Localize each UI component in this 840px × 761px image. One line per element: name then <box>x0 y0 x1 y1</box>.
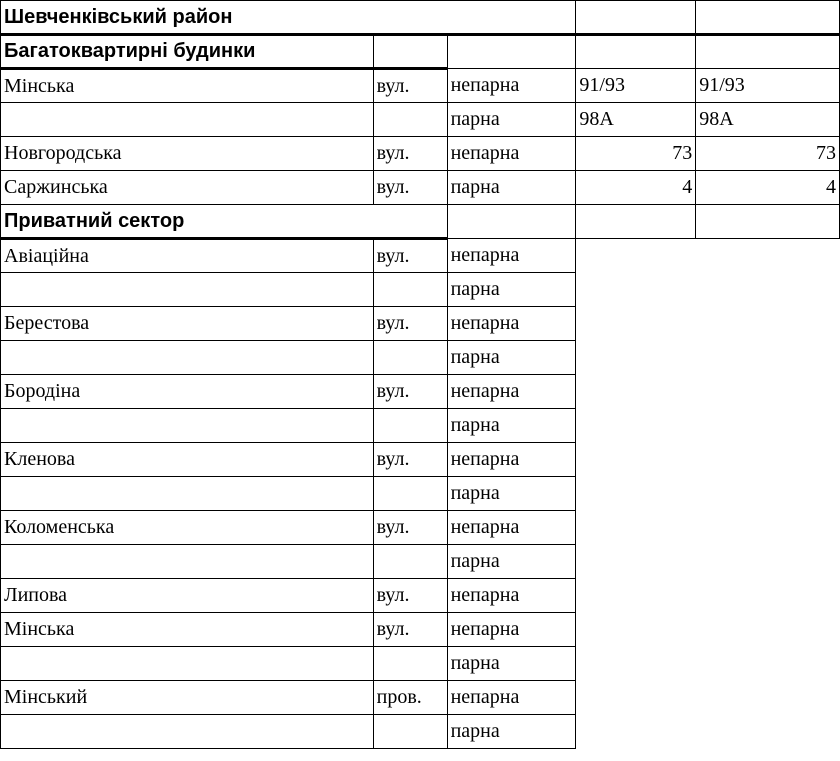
table-row <box>1 307 840 341</box>
street-type: пров. <box>373 681 447 715</box>
empty-cell <box>576 205 696 239</box>
parity: непарна <box>447 239 576 273</box>
street-type: вул. <box>373 443 447 477</box>
street-type <box>373 341 447 375</box>
blank <box>696 613 840 647</box>
blank <box>696 647 840 681</box>
empty-cell <box>447 205 576 239</box>
street-name: Саржинська <box>1 171 374 205</box>
district-title: Шевченківський район <box>1 1 576 35</box>
street-name: Липова <box>1 579 374 613</box>
blank <box>696 477 840 511</box>
street-type <box>373 545 447 579</box>
parity: непарна <box>447 69 576 103</box>
blank <box>696 511 840 545</box>
table-row <box>1 545 840 579</box>
table-row <box>1 511 840 545</box>
empty-cell <box>447 35 576 69</box>
parity: непарна <box>447 137 576 171</box>
blank <box>576 681 696 715</box>
blank <box>696 681 840 715</box>
table-row <box>1 103 840 137</box>
parity: парна <box>447 171 576 205</box>
table-row <box>1 137 840 171</box>
parity: парна <box>447 545 576 579</box>
empty-cell <box>696 205 840 239</box>
table-row <box>1 647 840 681</box>
street-name <box>1 477 374 511</box>
table-row <box>1 341 840 375</box>
blank <box>576 715 696 749</box>
house-to: 73 <box>696 137 840 171</box>
house-to: 98А <box>696 103 840 137</box>
street-type <box>373 715 447 749</box>
parity: парна <box>447 103 576 137</box>
house-from: 98А <box>576 103 696 137</box>
section-private-row <box>1 205 840 239</box>
blank <box>696 579 840 613</box>
parity: непарна <box>447 579 576 613</box>
street-name: Бородіна <box>1 375 374 409</box>
parity: парна <box>447 273 576 307</box>
empty-cell <box>576 35 696 69</box>
parity: непарна <box>447 375 576 409</box>
blank <box>696 341 840 375</box>
table-row <box>1 613 840 647</box>
street-name <box>1 273 374 307</box>
blank <box>696 239 840 273</box>
house-to: 4 <box>696 171 840 205</box>
blank <box>576 511 696 545</box>
street-name <box>1 341 374 375</box>
street-type: вул. <box>373 137 447 171</box>
blank <box>576 477 696 511</box>
street-type: вул. <box>373 307 447 341</box>
street-name: Берестова <box>1 307 374 341</box>
street-name: Мінський <box>1 681 374 715</box>
street-type <box>373 273 447 307</box>
street-name <box>1 715 374 749</box>
blank <box>576 647 696 681</box>
blank <box>576 273 696 307</box>
table-row <box>1 579 840 613</box>
blank <box>576 341 696 375</box>
parity: парна <box>447 715 576 749</box>
empty-cell <box>696 1 840 35</box>
table-row <box>1 69 840 103</box>
section-multi-title: Багатоквартирні будинки <box>1 35 374 69</box>
street-type <box>373 103 447 137</box>
blank <box>576 613 696 647</box>
street-name: Авіаційна <box>1 239 374 273</box>
blank <box>696 715 840 749</box>
street-name <box>1 409 374 443</box>
table-row <box>1 171 840 205</box>
blank <box>576 375 696 409</box>
parity: парна <box>447 647 576 681</box>
house-to: 91/93 <box>696 69 840 103</box>
house-from: 91/93 <box>576 69 696 103</box>
street-type: вул. <box>373 239 447 273</box>
table-row <box>1 239 840 273</box>
street-name: Мінська <box>1 613 374 647</box>
street-name <box>1 103 374 137</box>
street-type: вул. <box>373 511 447 545</box>
parity: парна <box>447 409 576 443</box>
empty-cell <box>373 35 447 69</box>
blank <box>696 409 840 443</box>
section-private-title: Приватний сектор <box>1 205 448 239</box>
blank <box>576 443 696 477</box>
street-type: вул. <box>373 69 447 103</box>
street-name: Кленова <box>1 443 374 477</box>
blank <box>576 409 696 443</box>
table-row <box>1 409 840 443</box>
street-name: Мінська <box>1 69 374 103</box>
table-row <box>1 443 840 477</box>
street-type: вул. <box>373 375 447 409</box>
table-row <box>1 477 840 511</box>
blank <box>696 307 840 341</box>
blank <box>576 307 696 341</box>
street-type: вул. <box>373 613 447 647</box>
street-type: вул. <box>373 171 447 205</box>
blank <box>696 273 840 307</box>
blank <box>576 545 696 579</box>
parity: непарна <box>447 307 576 341</box>
parity: парна <box>447 341 576 375</box>
section-multi-row <box>1 35 840 69</box>
empty-cell <box>576 1 696 35</box>
street-name <box>1 647 374 681</box>
blank <box>576 579 696 613</box>
parity: непарна <box>447 681 576 715</box>
house-from: 73 <box>576 137 696 171</box>
blank <box>696 443 840 477</box>
parity: непарна <box>447 613 576 647</box>
street-type <box>373 477 447 511</box>
parity: непарна <box>447 511 576 545</box>
table-row <box>1 681 840 715</box>
table-row <box>1 715 840 749</box>
street-name: Коломенська <box>1 511 374 545</box>
blank <box>696 375 840 409</box>
street-type: вул. <box>373 579 447 613</box>
street-name: Новгородська <box>1 137 374 171</box>
empty-cell <box>696 35 840 69</box>
blank <box>576 239 696 273</box>
street-name <box>1 545 374 579</box>
street-type <box>373 409 447 443</box>
house-from: 4 <box>576 171 696 205</box>
street-type <box>373 647 447 681</box>
blank <box>696 545 840 579</box>
parity: парна <box>447 477 576 511</box>
table-row <box>1 273 840 307</box>
parity: непарна <box>447 443 576 477</box>
district-title-row <box>1 1 840 35</box>
table-row <box>1 375 840 409</box>
